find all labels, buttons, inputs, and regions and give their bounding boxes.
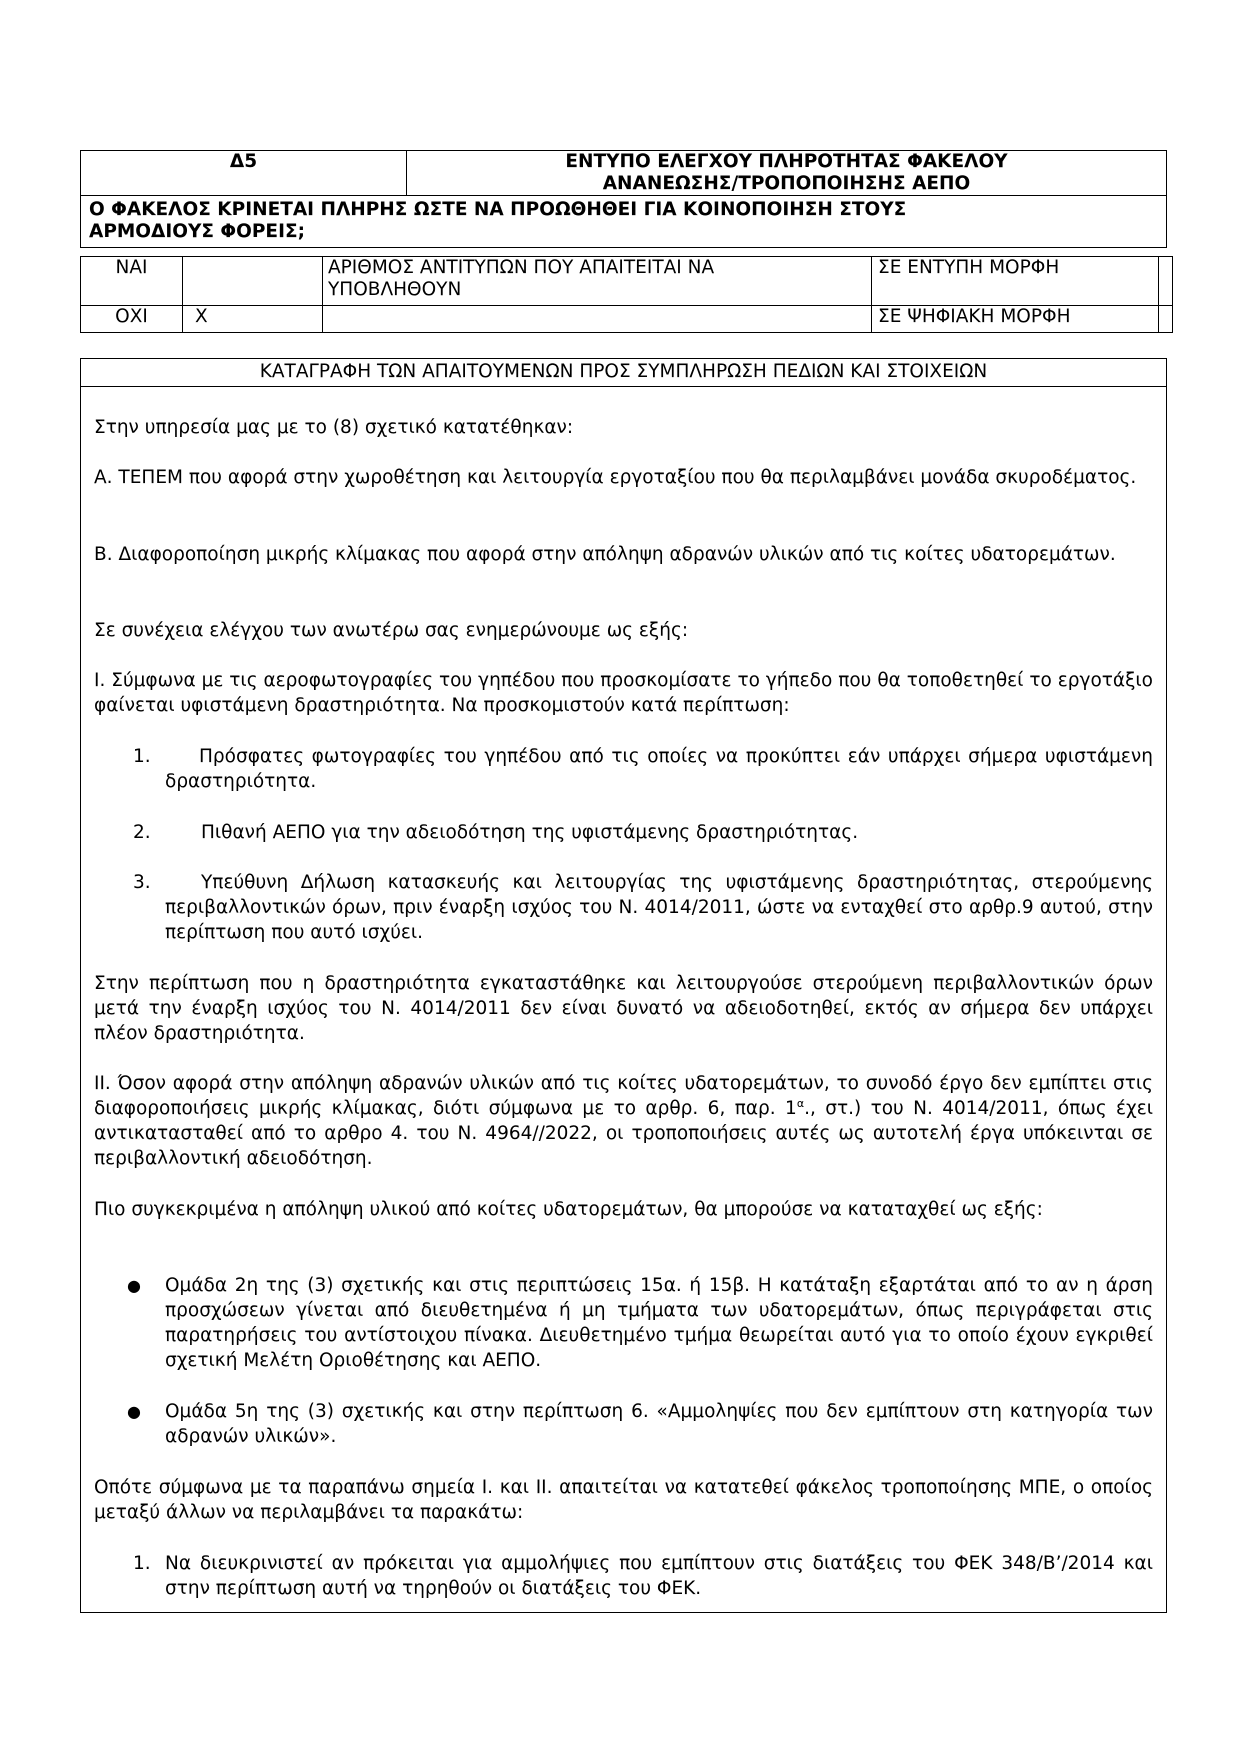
list1-item-1: [165, 744, 1153, 794]
bullet-icon: ●: [127, 1276, 141, 1295]
section-ii: [94, 1071, 1153, 1171]
yes-label: ΝΑΙ: [81, 257, 183, 306]
requirements-box: [80, 358, 1167, 1613]
yes-mark-cell[interactable]: [183, 257, 323, 306]
list2-num-1: 1.: [133, 1553, 151, 1574]
printed-form-label: ΣΕ ΕΝΤΥΠΗ ΜΟΡΦΗ: [872, 257, 1159, 306]
form-code: Δ5: [81, 151, 407, 196]
no-label: ΟΧΙ: [81, 306, 183, 333]
form-title: [407, 151, 1167, 196]
list1-num-1: 1.: [133, 746, 151, 767]
section-ii-part-b: ., στ.) του Ν. 4014/2011, όπως έχει αντικατασταθεί από το αρθρο 4. του Ν. 4964//2022, οι τροποποιήσεις αυτές ως αυτοτελή έργα υπόκεινται σε περιβαλλοντική αδειοδότηση.: [94, 1098, 1154, 1169]
question-line1: Ο ΦΑΚΕΛΟΣ ΚΡΙΝΕΤΑΙ ΠΛΗΡΗΣ ΩΣΤΕ ΝΑ ΠΡΟΩΘΗΘΕΙ ΓΙΑ ΚΟΙΝΟΠΟΙΗΣΗ ΣΤΟΥΣ: [89, 199, 907, 220]
section-ii-part-a: ΙΙ. Όσον αφορά στην απόληψη αδρανών υλικών από τις κοίτες υδατορεμάτων, το συνοδό έργο δεν εμπίπτει στις διαφοροποιήσεις μικρής κλίμακας, διότι σύμφωνα με το αρθρ. 6, παρ. 1: [94, 1073, 1153, 1119]
copies-label-line2: ΥΠΟΒΛΗΘΟΥΝ: [328, 279, 462, 300]
copies-label: [323, 257, 872, 306]
check-intro: Σε συνέχεια ελέγχου των ανωτέρω σας ενημερώνουμε ως εξής:: [94, 620, 689, 641]
list1-text-3: Υπεύθυνη Δήλωση κατασκευής και λειτουργίας της υφιστάμενης δραστηριότητας, στερούμενης περιβαλλοντικών όρων, πριν έναρξη ισχύος του Ν. 4014/2011, ώστε να ενταχθεί στο αρθρ.9 αυτού, στην περίπτωση που αυτό ισχύει.: [165, 872, 1153, 943]
list1-item-2: [165, 820, 1153, 845]
case-text: Στην περίπτωση που η δραστηριότητα εγκαταστάθηκε και λειτουργούσε στερούμενη περιβαλλοντικών όρων μετά την έναρξη ισχύος του Ν. 4014/2011 δεν είναι δυνατό να αδειοδοτηθεί, εκτός αν σήμερα δεν υπάρχει πλέον δραστηριότητα.: [94, 973, 1153, 1044]
list1-num-2: 2.: [133, 822, 151, 843]
digital-count-cell[interactable]: [1159, 306, 1173, 333]
list1-text-1: Πρόσφατες φωτογραφίες του γηπέδου από τις οποίες να προκύπτει εάν υπάρχει σήμερα υφιστάμενη δραστηριότητα.: [165, 746, 1153, 792]
form-header-table: [80, 150, 1167, 248]
section-ii-superscript: α: [796, 1096, 805, 1110]
question-line2: ΑΡΜΟΔΙΟΥΣ ΦΟΡΕΙΣ;: [89, 221, 305, 242]
answer-table: [80, 256, 1173, 333]
list1-num-3: 3.: [133, 872, 151, 893]
item-b: Β. Διαφοροποίηση μικρής κλίμακας που αφορά στην απόληψη αδρανών υλικών από τις κοίτες υδατορεμάτων.: [94, 544, 1116, 565]
bullet-icon: ●: [127, 1402, 141, 1421]
bullet-item-2: Ομάδα 5η της (3) σχετικής και στην περίπτωση 6. «Αμμοληψίες που δεν εμπίπτουν στη κατηγορία των αδρανών υλικών».: [165, 1401, 1153, 1447]
conclusion-text: Οπότε σύμφωνα με τα παραπάνω σημεία Ι. και ΙΙ. απαιτείται να κατατεθεί φάκελος τροποποίησης ΜΠΕ, ο οποίος μεταξύ άλλων να περιλαμβάνει τα παρακάτω:: [94, 1477, 1153, 1523]
section-i: Ι. Σύμφωνα με τις αεροφωτογραφίες του γηπέδου που προσκομίσατε το γήπεδο που θα τοποθετηθεί το εργοτάξιο φαίνεται υφιστάμενη δραστηριότητα. Να προσκομιστούν κατά περίπτωση:: [94, 670, 1153, 716]
completeness-question: [81, 196, 1167, 248]
form-title-line2: ΑΝΑΝΕΩΣΗΣ/ΤΡΟΠΟΠΟΙΗΣΗΣ ΑΕΠΟ: [602, 173, 971, 194]
form-title-line1: ΕΝΤΥΠΟ ΕΛΕΓΧΟΥ ΠΛΗΡΟΤΗΤΑΣ ΦΑΚΕΛΟΥ: [565, 151, 1008, 172]
intro-text: Στην υπηρεσία μας με το (8) σχετικό κατατέθηκαν:: [94, 417, 574, 438]
no-mark-cell[interactable]: Χ: [183, 306, 323, 333]
empty-cell: [323, 306, 872, 333]
list1-text-2: Πιθανή ΑΕΠΟ για την αδειοδότηση της υφιστάμενης δραστηριότητας.: [201, 822, 859, 843]
list1-item-3: [165, 870, 1153, 945]
printed-count-cell[interactable]: [1159, 257, 1173, 306]
bullet-item-1: Ομάδα 2η της (3) σχετικής και στις περιπτώσεις 15α. ή 15β. Η κατάταξη εξαρτάται από το αν η άρση προσχώσεων γίνεται από διευθετημένα ή μη τμήματα των υδατορεμάτων, όπως περιγράφεται στις παρατηρήσεις του αντίστοιχου πίνακα. Διευθετημένο τμήμα θεωρείται αυτό για το οποίο έχουν εγκριθεί σχετική Μελέτη Οριοθέτησης και ΑΕΠΟ.: [165, 1275, 1153, 1371]
specifically-text: Πιο συγκεκριμένα η απόληψη υλικού από κοίτες υδατορεμάτων, θα μπορούσε να καταταχθεί ως εξής:: [94, 1199, 1043, 1220]
item-a: Α. ΤΕΠΕΜ που αφορά στην χωροθέτηση και λειτουργία εργοταξίου που θα περιλαμβάνει μονάδα σκυροδέματος.: [94, 467, 1137, 488]
copies-label-line1: ΑΡΙΘΜΟΣ ΑΝΤΙΤΥΠΩΝ ΠΟΥ ΑΠΑΙΤΕΙΤΑΙ ΝΑ: [328, 257, 715, 278]
list2-item-1: Να διευκρινιστεί αν πρόκειται για αμμολήψιες που εμπίπτουν στις διατάξεις του ΦΕΚ 348/Β’/2014 και στην περίπτωση αυτή να τηρηθούν οι διατάξεις του ΦΕΚ.: [165, 1553, 1153, 1599]
digital-form-label: ΣΕ ΨΗΦΙΑΚΗ ΜΟΡΦΗ: [872, 306, 1159, 333]
requirements-heading: ΚΑΤΑΓΡΑΦΗ ΤΩΝ ΑΠΑΙΤΟΥΜΕΝΩΝ ΠΡΟΣ ΣΥΜΠΛΗΡΩΣΗ ΠΕΔΙΩΝ ΚΑΙ ΣΤΟΙΧΕΙΩΝ: [81, 359, 1166, 387]
